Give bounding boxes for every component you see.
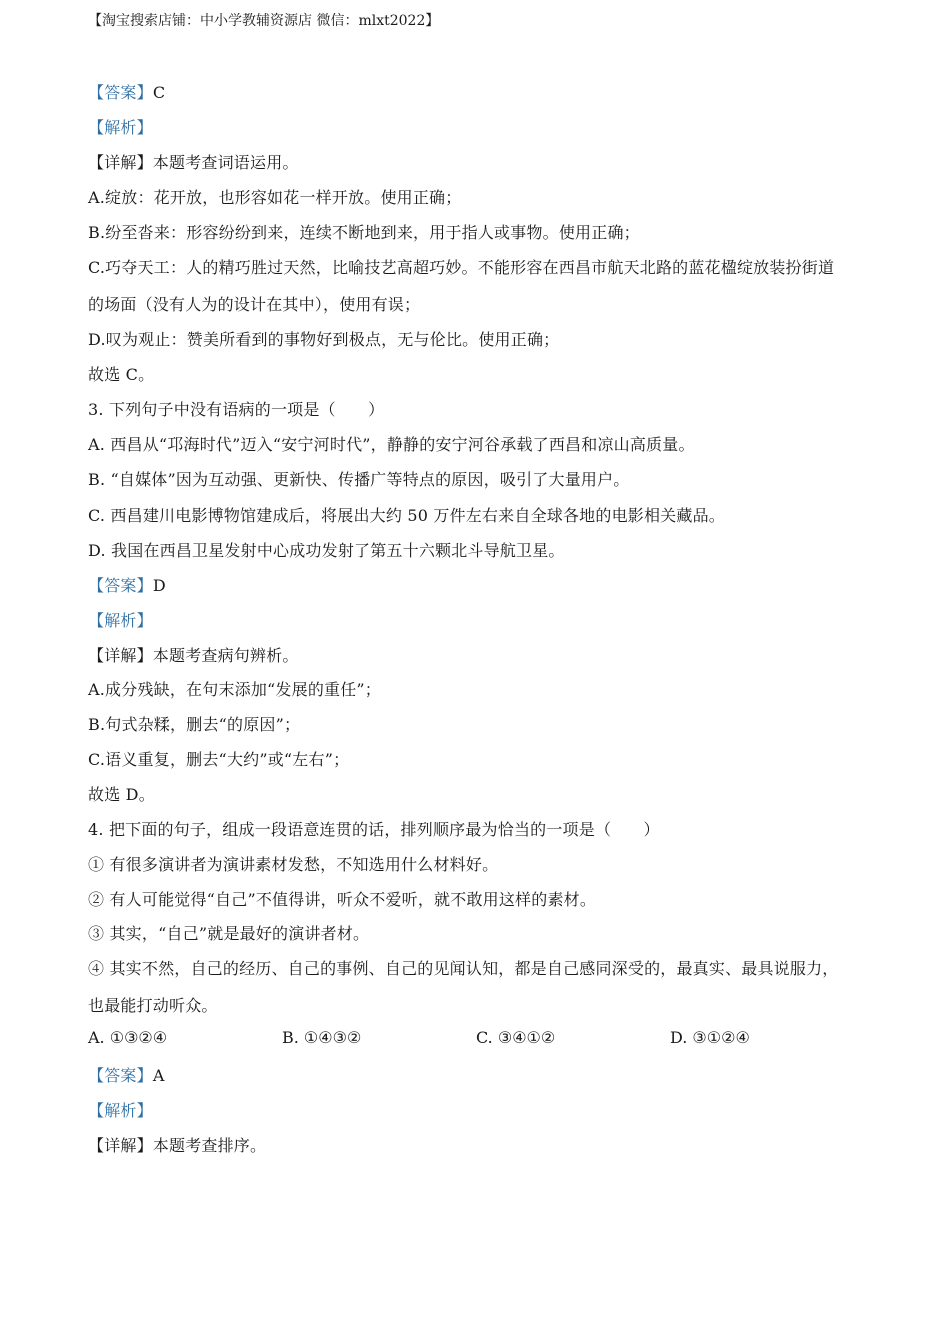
- answer-line: [88, 1063, 165, 1086]
- sentence-item: ④ 其实不然，自己的经历、自己的事例、自己的见闻认知，都是自己感同深受的，最真实、最具说服力，: [88, 959, 839, 978]
- detail-line: 【详解】本题考查词语运用。: [88, 153, 299, 172]
- answer-tag: 【答案】: [88, 1066, 153, 1085]
- answer-tag: 【答案】: [88, 576, 153, 595]
- choice-option: D. ③①②④: [670, 1028, 750, 1047]
- sentence-item: ② 有人可能觉得“自己”不值得讲，听众不爱听，就不敢用这样的素材。: [88, 890, 597, 909]
- answer-tag: 【答案】: [88, 83, 153, 102]
- answer-value: D: [152, 576, 166, 595]
- choice-option: C. ③④①②: [476, 1028, 556, 1047]
- analysis-tag: 【解析】: [88, 118, 153, 137]
- explanation-line: B.句式杂糅，删去“的原因”；: [88, 715, 301, 734]
- question-stem: 3. 下列句子中没有语病的一项是（ ）: [88, 400, 385, 419]
- conclusion-line: 故选 D。: [88, 785, 155, 804]
- question-stem: 4. 把下面的句子，组成一段语意连贯的话，排列顺序最为恰当的一项是（ ）: [88, 820, 660, 839]
- explanation-line: 的场面（没有人为的设计在其中），使用有误；: [88, 295, 421, 314]
- choice-option: A. ①③②④: [88, 1028, 168, 1047]
- explanation-line: A.成分残缺，在句末添加“发展的重任”；: [88, 680, 382, 699]
- sentence-item: ① 有很多演讲者为演讲素材发愁，不知选用什么材料好。: [88, 855, 499, 874]
- analysis-tag: 【解析】: [88, 611, 153, 630]
- analysis-tag: 【解析】: [88, 1101, 153, 1120]
- explanation-line: D.叹为观止：赞美所看到的事物好到极点，无与伦比。使用正确；: [88, 330, 560, 349]
- detail-line: 【详解】本题考查病句辨析。: [88, 646, 299, 665]
- detail-line: 【详解】本题考查排序。: [88, 1136, 267, 1155]
- question-option: C. 西昌建川电影博物馆建成后，将展出大约 50 万件左右来自全球各地的电影相关藏品。: [88, 506, 725, 525]
- page-header: 【淘宝搜索店铺：中小学教辅资源店 微信：mlxt2022】: [88, 13, 440, 29]
- conclusion-line: 故选 C。: [88, 365, 155, 384]
- sentence-item: 也最能打动听众。: [88, 996, 218, 1015]
- answer-line: [88, 80, 165, 103]
- explanation-line: B.纷至沓来：形容纷纷到来，连续不断地到来，用于指人或事物。使用正确；: [88, 223, 640, 242]
- sentence-item: ③ 其实，“自己”就是最好的演讲者材。: [88, 924, 370, 943]
- answer-value: A: [152, 1066, 165, 1085]
- answer-line: [88, 573, 166, 596]
- choice-option: B. ①④③②: [282, 1028, 362, 1047]
- explanation-line: C.语义重复，删去“大约”或“左右”；: [88, 750, 350, 769]
- question-option: B. “自媒体”因为互动强、更新快、传播广等特点的原因，吸引了大量用户。: [88, 470, 630, 489]
- explanation-line: A.绽放：花开放，也形容如花一样开放。使用正确；: [88, 188, 462, 207]
- explanation-line: C.巧夺天工：人的精巧胜过天然，比喻技艺高超巧妙。不能形容在西昌市航天北路的蓝花楹绽放装扮街道: [88, 258, 835, 277]
- question-option: D. 我国在西昌卫星发射中心成功发射了第五十六颗北斗导航卫星。: [88, 541, 565, 560]
- question-option: A. 西昌从“邛海时代”迈入“安宁河时代”，静静的安宁河谷承载了西昌和凉山高质量。: [88, 435, 695, 454]
- answer-value: C: [152, 83, 166, 102]
